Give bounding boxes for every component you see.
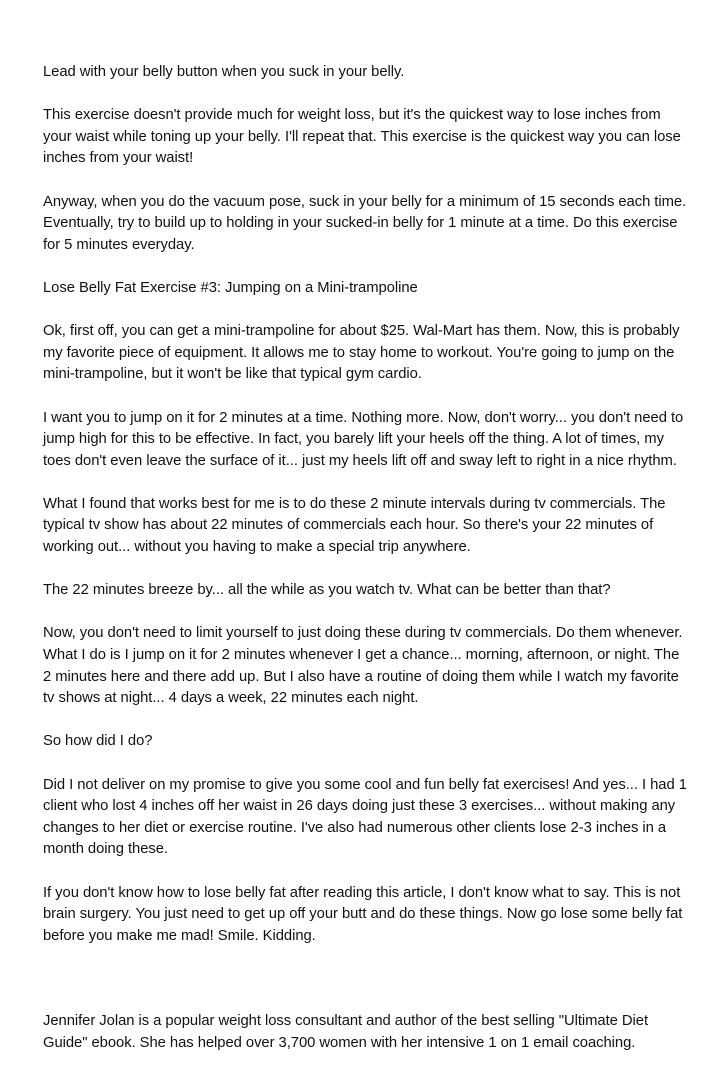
paragraph-jump-2-minutes: I want you to jump on it for 2 minutes at a time. Nothing more. Now, don't worry... you don't need to jump high for this to be effective. In fact, you barely lift your heels off the thing. A lot of times, my toes don't even leave the surface of it... just my heels lift off and sway left to right in a nice rhythm.: [43, 409, 684, 469]
paragraph-vacuum-pose: Anyway, when you do the vacuum pose, suck in your belly for a minimum of 15 seconds each time. Eventually, try to build up to holding in your sucked-in belly for 1 minute at a time. Do this exercise for 5 minutes everyday.: [43, 193, 687, 253]
paragraph-results: Did I not deliver on my promise to give you some cool and fun belly fat exercises! And yes... I had 1 client who lost 4 inches off her waist in 26 days doing just these 3 exercises... without making any changes to her diet or exercise routine. I've also had numerous other clients lose 2-3 inches in a month doing these.: [43, 776, 687, 858]
paragraph-whenever: Now, you don't need to limit yourself to just doing these during tv commercials. Do them whenever. What I do is I jump on it for 2 minutes whenever I get a chance... morning, afternoon, or night. The 2 minutes here and there add up. But I also have a routine of doing them while I watch my favorite tv shows at night... 4 days a week, 22 minutes each night.: [43, 625, 683, 707]
author-bio: Jennifer Jolan is a popular weight loss consultant and author of the best selling "Ultimate Diet Guide" ebook. She has helped over 3,700 women with her intensive 1 on 1 email coaching.: [43, 1013, 649, 1051]
paragraph-quickest-way: This exercise doesn't provide much for weight loss, but it's the quickest way to lose inches from your waist while toning up your belly. I'll repeat that. This exercise is the quickest way you can lose inches from your waist!: [43, 107, 681, 167]
paragraph-mini-trampoline: Ok, first off, you can get a mini-trampoline for about $25. Wal-Mart has them. Now, this is probably my favorite piece of equipment. It allows me to stay home to workout. You're going to jump on the mini-trampoline, but it won't be like that typical gym cardio.: [43, 323, 680, 383]
paragraph-breeze-by: The 22 minutes breeze by... all the while as you watch tv. What can be better than that?: [43, 582, 611, 599]
paragraph-how-did-i-do: So how did I do?: [43, 733, 153, 750]
document-page: [43, 62, 691, 1076]
section-heading-exercise-3: Lose Belly Fat Exercise #3: Jumping on a Mini-trampoline: [43, 279, 418, 296]
paragraph-tv-commercials: What I found that works best for me is to do these 2 minute intervals during tv commercials. The typical tv show has about 22 minutes of commercials each hour. So there's your 22 minutes of working out... without you having to make a special trip anywhere.: [43, 495, 666, 556]
paragraph-conclusion: If you don't know how to lose belly fat after reading this article, I don't know what to say. This is not brain surgery. You just need to get up off your butt and do these things. Now go lose some belly fat before you make me mad! Smile. Kidding.: [43, 884, 683, 944]
paragraph-belly-button: Lead with your belly button when you suck in your belly.: [43, 64, 405, 80]
